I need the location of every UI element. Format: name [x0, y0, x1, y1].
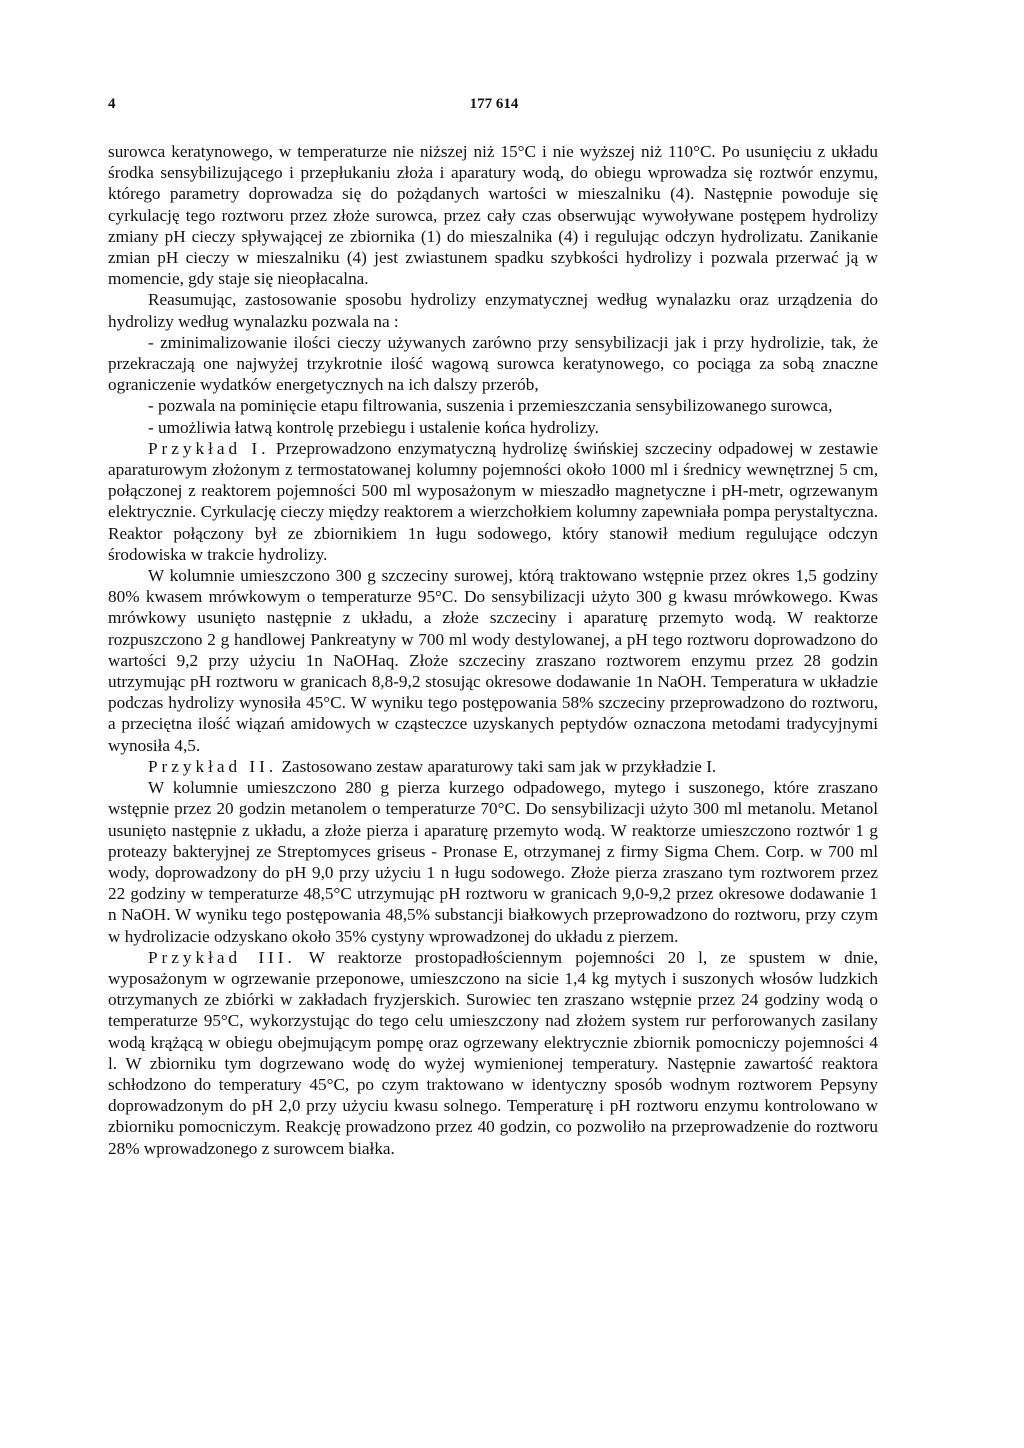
paragraph-text: - zminimalizowanie ilości cieczy używanych zarówno przy sensybilizacji jak i przy hydrolizie, tak, że przekraczają one najwyżej trzykrotnie ilość wagową surowca keratynowego, co pociąga za sobą znaczne ograniczenie wydatków energetycznych na ich dalszy przerób, [108, 332, 878, 395]
paragraph-text: Zastosowano zestaw aparaturowy taki sam jak w przykładzie I. [277, 756, 717, 776]
paragraph-example-2 [108, 756, 878, 777]
paragraph-intro-continuation [108, 141, 878, 289]
example-label: Przykład III. [148, 947, 296, 967]
paragraph-text: Reasumując, zastosowanie sposobu hydrolizy enzymatycznej według wynalazku oraz urządzenia do hydrolizy według wynalazku pozwala na : [108, 290, 878, 331]
paragraph-text: surowca keratynowego, w temperaturze nie niższej niż 15°C i nie wyższej niż 110°C. Po usunięciu z układu środka sensybilizującego i przepłukaniu złoża i aparatury wodą, do obiegu wprowadza się roztwór enzymu, którego parametry doprowadza się do pożądanych wartości w mieszalniku (4). Następnie powoduje się cyrkulację tego roztworu przez złoże surowca, przez cały czas obserwując wywoływane postępem hydrolizy zmiany pH cieczy spływającej ze zbiornika (1) do mieszalnika (4) i regulując odczyn hydrolizatu. Zanikanie zmian pH cieczy w mieszalniku (4) jest zwiastunem spadku szybkości hydrolizy i pozwala przerwać ją w momencie, gdy staje się nieopłacalna. [108, 142, 878, 289]
paragraph-advantage-1 [108, 332, 878, 396]
paragraph-summary [108, 289, 878, 331]
paragraph-example-3 [108, 947, 878, 1159]
paragraph-example-1 [108, 438, 878, 565]
paragraph-advantage-3 [108, 417, 878, 438]
example-label: Przykład II. [148, 756, 278, 776]
paragraph-text: - umożliwia łatwą kontrolę przebiegu i ustalenie końca hydrolizy. [148, 417, 599, 437]
paragraph-text: Przeprowadzono enzymatyczną hydrolizę świńskiej szczeciny odpadowej w zestawie aparaturowym złożonym z termostatowanej kolumny pojemności około 1000 ml i średnicy wewnętrznej 5 cm, połączonej z reaktorem pojemności 500 ml wyposażonym w mieszadło magnetyczne i pH-metr, ogrzewanym elektrycznie. Cyrkulację cieczy między reaktorem a wierzchołkiem kolumny zapewniała pompa perystaltyczna. Reaktor połączony był ze zbiornikiem 1n ługu sodowego, który stanowił medium regulujące odczyn środowiska w trakcie hydrolizy. [108, 438, 878, 564]
page-number: 4 [108, 96, 116, 112]
patent-number: 177 614 [469, 96, 519, 112]
document-body [108, 141, 878, 1159]
paragraph-text: W kolumnie umieszczono 300 g szczeciny surowej, którą traktowano wstępnie przez okres 1,5 godziny 80% kwasem mrówkowym o temperaturze 95°C. Do sensybilizacji użyto 300 g kwasu mrówkowego. Kwas mrówkowy usunięto następnie z układu, a złoże szczeciny i aparaturę przemyto wodą. W reaktorze rozpuszczono 2 g handlowej Pankreatyny w 700 ml wody destylowanej, a pH tego roztworu doprowadzono do wartości 9,2 przy użyciu 1n NaOHaq. Złoże szczeciny zraszano roztworem enzymu przez 28 godzin utrzymując pH roztworu w granicach 8,8-9,2 stosując okresowe dodawanie 1n NaOH. Temperatura w układzie podczas hydrolizy wynosiła 45°C. W wyniku tego postępowania 58% szczeciny przeprowadzono do roztworu, a przeciętna ilość wiązań amidowych w cząsteczce uzyskanych peptydów oznaczona metodami tradycyjnymi wynosiła 4,5. [108, 566, 878, 755]
paragraph-text: W kolumnie umieszczono 280 g pierza kurzego odpadowego, mytego i suszonego, które zraszano wstępnie przez 20 godzin metanolem o temperaturze 70°C. Do sensybilizacji użyto 300 ml metanolu. Metanol usunięto następnie z układu, a złoże pierza i aparaturę przemyto wodą. W reaktorze umieszczono roztwór 1 g proteazy bakteryjnej ze Streptomyces griseus - Pronase E, otrzymanej z firmy Sigma Chem. Corp. w 700 ml wody, doprowadzony do pH 9,0 przy użyciu 1 n ługu sodowego. Złoże pierza zraszano tym roztworem przez 22 godziny w temperaturze 48,5°C utrzymując pH roztworu w granicach 9,0-9,2 przez okresowe dodawanie 1 n NaOH. W wyniku tego postępowania 48,5% substancji białkowych przeprowadzono do roztworu, przy czym w hydrolizacie odzyskano około 35% cystyny wprowadzonej do układu z pierzem. [108, 778, 878, 946]
paragraph-advantage-2 [108, 395, 878, 416]
page-header [108, 96, 880, 118]
example-label: Przykład I. [148, 438, 270, 458]
paragraph-text: - pozwala na pominięcie etapu filtrowania, suszenia i przemieszczania sensybilizowanego surowca, [148, 396, 833, 416]
paragraph-example-1-detail [108, 565, 878, 756]
paragraph-example-2-detail [108, 777, 878, 947]
paragraph-text: W reaktorze prostopadłościennym pojemności 20 l, ze spustem w dnie, wyposażonym w ogrzewanie przeponowe, umieszczono na sicie 1,4 kg mytych i suszonych włosów ludzkich otrzymanych ze zbiórki w zakładach fryzjerskich. Surowiec ten zraszano wstępnie przez 24 godziny wodą o temperaturze 95°C, wykorzystując do tego celu umieszczony nad złożem system rur perforowanych zasilany wodą krążącą w obiegu obejmującym pompę oraz ogrzewany elektrycznie zbiornik pomocniczy pojemności 4 l. W zbiorniku tym dogrzewano wodę do wyżej wymienionej temperatury. Następnie zawartość reaktora schłodzono do temperatury 45°C, po czym traktowano w identyczny sposób wodnym roztworem Pepsyny doprowadzonym do pH 2,0 przy użyciu kwasu solnego. Temperaturę i pH roztworu enzymu kontrolowano w zbiorniku pomocniczym. Reakcję prowadzono przez 40 godzin, co pozwoliło na przeprowadzenie do roztworu 28% wprowadzonego z surowcem białka. [108, 947, 878, 1158]
